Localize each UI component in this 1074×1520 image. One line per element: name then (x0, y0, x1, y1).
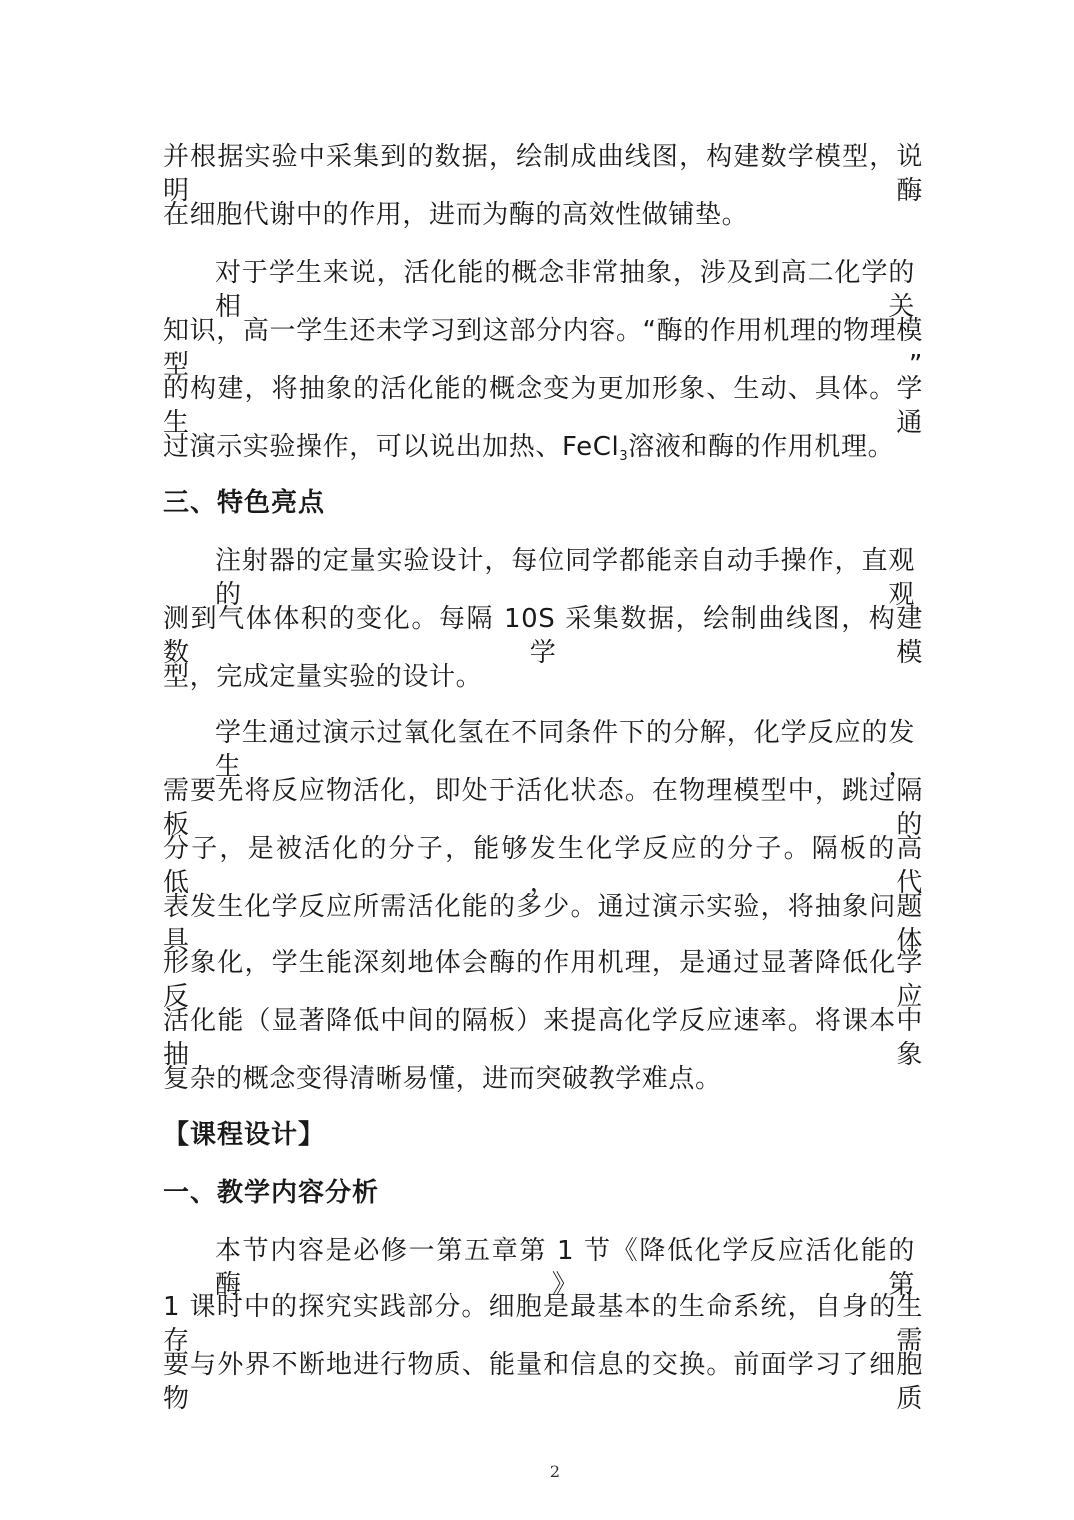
paragraph-line: 需要先将反应物活化，即处于活化状态。在物理模型中，跳过隔板的 (163, 776, 923, 840)
paragraph-line: 1 课时中的探究实践部分。细胞是最基本的生命系统，自身的生存需 (163, 1292, 923, 1356)
paragraph-line: 并根据实验中采集到的数据，绘制成曲线图，构建数学模型，说明酶 (163, 142, 923, 206)
section-heading-features: 三、特色亮点 (163, 488, 326, 518)
paragraph-line: 注射器的定量实验设计，每位同学都能亲自动手操作，直观的观 (215, 546, 915, 610)
paragraph-line: 测到气体体积的变化。每隔 10S 采集数据，绘制曲线图，构建数学模 (163, 604, 923, 668)
paragraph-line: 学生通过演示过氧化氢在不同条件下的分解，化学反应的发生， (215, 718, 915, 782)
section-heading-content-analysis: 一、教学内容分析 (163, 1178, 380, 1208)
page-number: 2 (549, 1462, 561, 1481)
paragraph-line: 形象化，学生能深刻地体会酶的作用机理，是通过显著降低化学反应 (163, 948, 923, 1012)
paragraph-line: 活化能（显著降低中间的隔板）来提高化学反应速率。将课本中抽象 (163, 1006, 923, 1070)
paragraph-line: 分子，是被活化的分子，能够发生化学反应的分子。隔板的高低，代 (163, 834, 923, 898)
paragraph-line: 在细胞代谢中的作用，进而为酶的高效性做铺垫。 (163, 200, 749, 230)
paragraph-line: 复杂的概念变得清晰易懂，进而突破教学难点。 (163, 1064, 722, 1094)
subscript: 3 (619, 449, 629, 464)
section-heading-course-design: 【课程设计】 (163, 1120, 326, 1150)
text-run: 溶液和酶的作用机理。 (628, 432, 895, 462)
paragraph-line: 对于学生来说，活化能的概念非常抽象，涉及到高二化学的相关 (215, 258, 915, 322)
paragraph-line: 的构建，将抽象的活化能的概念变为更加形象、生动、具体。学生通 (163, 374, 923, 438)
text-run: 过演示实验操作，可以说出加热、FeCl (163, 432, 620, 462)
paragraph-line (163, 430, 923, 464)
paragraph-line: 本节内容是必修一第五章第 1 节《降低化学反应活化能的酶》第 (215, 1236, 915, 1300)
paragraph-line: 要与外界不断地进行物质、能量和信息的交换。前面学习了细胞物质 (163, 1350, 923, 1414)
paragraph-line: 知识，高一学生还未学习到这部分内容。“酶的作用机理的物理模型” (163, 316, 923, 380)
paragraph-line: 型，完成定量实验的设计。 (163, 662, 483, 692)
paragraph-line: 表发生化学反应所需活化能的多少。通过演示实验，将抽象问题具体 (163, 892, 923, 956)
